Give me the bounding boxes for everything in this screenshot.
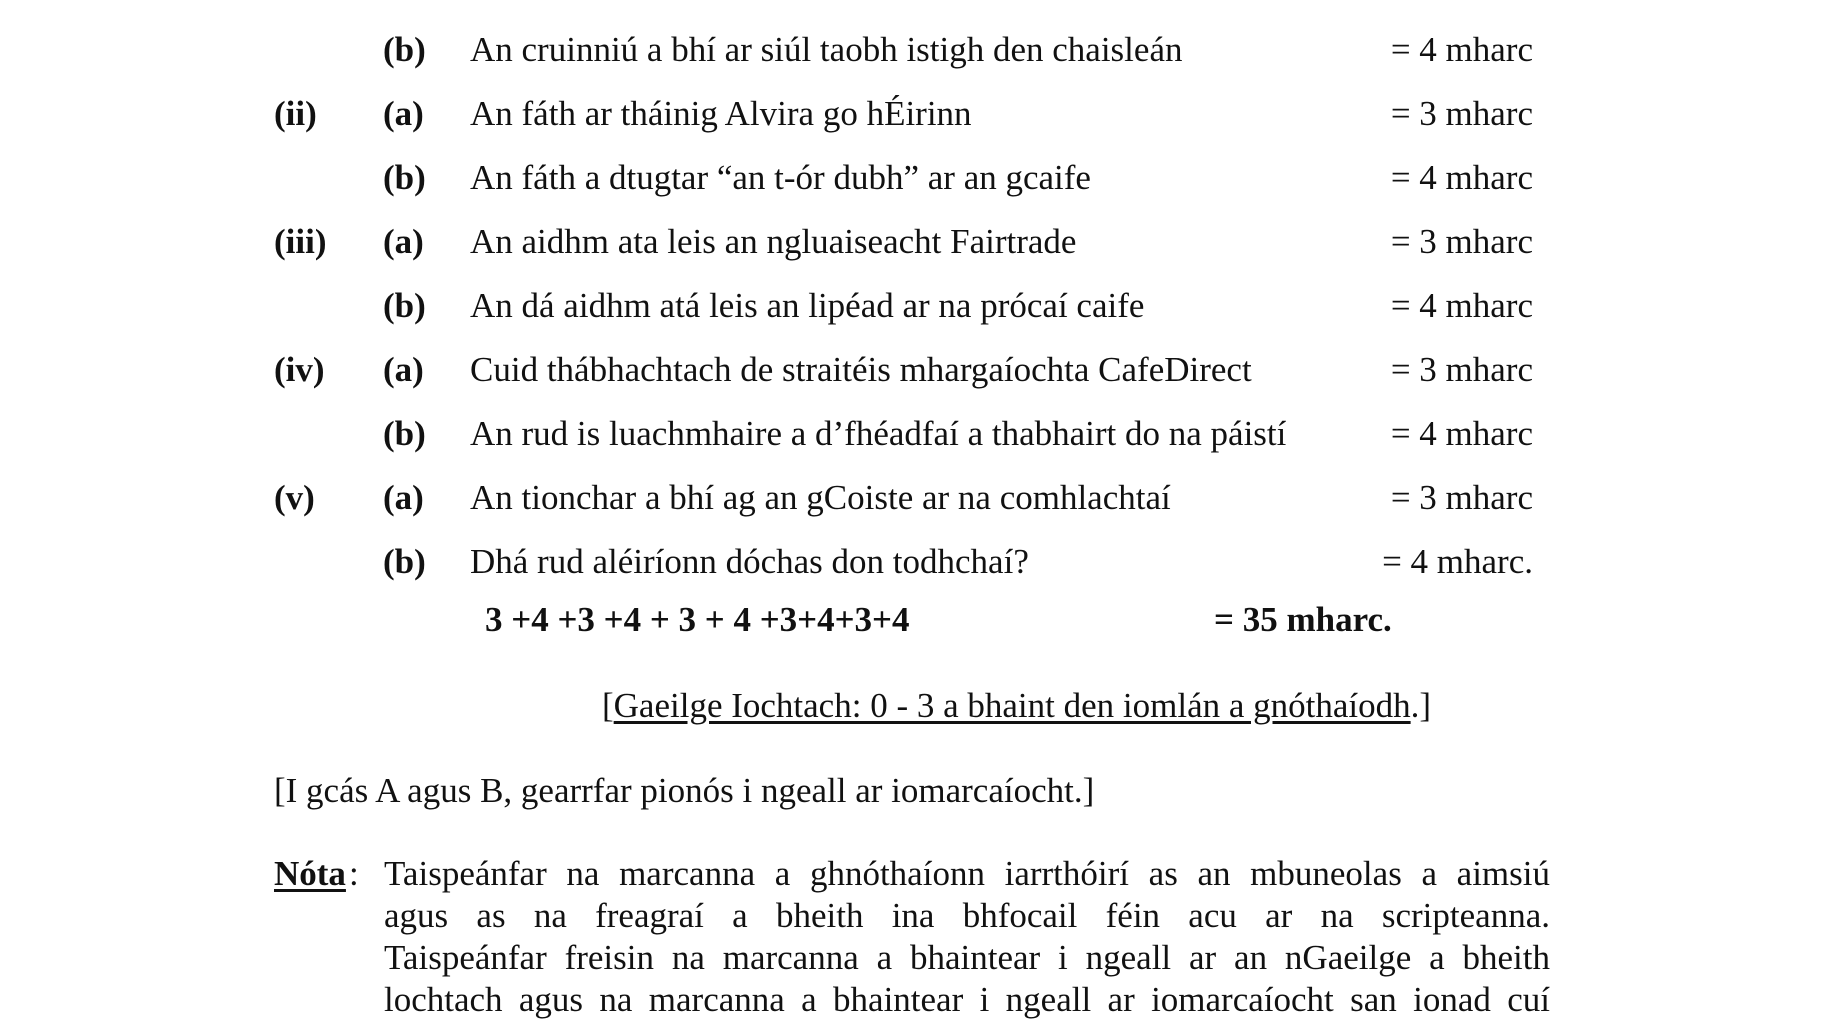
question-number: (iv) xyxy=(274,350,325,389)
marks-value: = 3 mharc xyxy=(1390,222,1533,261)
nota-label: Nóta xyxy=(274,854,346,893)
cutoff-previous-line xyxy=(0,0,1821,10)
marks-value: = 4 mharc xyxy=(1390,158,1533,197)
nota-line: lochtach agus na marcanna a bhaintear i ngeall ar iomarcaíocht san ionad cuí xyxy=(384,980,1550,1019)
question-description: An cruinniú a bhí ar siúl taobh istigh den chaisleán xyxy=(470,30,1183,69)
marks-value: = 4 mharc xyxy=(1390,286,1533,325)
question-part-letter: (a) xyxy=(383,94,424,133)
marks-value: = 4 mharc. xyxy=(1382,542,1533,581)
question-part-letter: (b) xyxy=(383,542,426,581)
marking-scheme-row xyxy=(0,348,1821,392)
marks-value: = 4 mharc xyxy=(1390,414,1533,453)
nota-body xyxy=(384,853,1550,1021)
marking-scheme-row xyxy=(0,540,1821,584)
question-number: (iii) xyxy=(274,222,327,261)
question-description: Cuid thábhachtach de straitéis mhargaíochta CafeDirect xyxy=(470,350,1252,389)
question-description: An dá aidhm atá leis an lipéad ar na prócaí caife xyxy=(470,286,1145,325)
question-part-letter: (b) xyxy=(383,158,426,197)
marks-value: = 4 mharc xyxy=(1390,30,1533,69)
question-description: An rud is luachmhaire a d’fhéadfaí a thabhairt do na páistí xyxy=(470,414,1287,453)
question-number: (ii) xyxy=(274,94,317,133)
question-part-letter: (b) xyxy=(383,286,426,325)
marks-value: = 3 mharc xyxy=(1390,350,1533,389)
marking-scheme-row xyxy=(0,412,1821,456)
marks-value: = 3 mharc xyxy=(1390,478,1533,517)
question-part-letter: (b) xyxy=(383,30,426,69)
question-description: Dhá rud aléiríonn dóchas don todhchaí? xyxy=(470,542,1029,581)
total-result: = 35 mharc. xyxy=(1214,600,1392,639)
marking-scheme-row xyxy=(0,156,1821,200)
question-description: An aidhm ata leis an ngluaiseacht Fairtrade xyxy=(470,222,1077,261)
question-number: (v) xyxy=(274,478,315,517)
question-part-letter: (a) xyxy=(383,222,424,261)
nota-colon: : xyxy=(349,854,359,893)
marking-scheme-row xyxy=(0,220,1821,264)
marking-scheme-row xyxy=(0,92,1821,136)
total-sum: 3 +4 +3 +4 + 3 + 4 +3+4+3+4 xyxy=(485,600,910,639)
redundancy-penalty-note: [I gcás A agus B, gearrfar pionós i ngeall ar iomarcaíocht.] xyxy=(274,771,1095,810)
penalty-open-bracket: [ xyxy=(602,686,614,725)
question-part-letter: (b) xyxy=(383,414,426,453)
marking-scheme-row xyxy=(0,476,1821,520)
nota-line: agus as na freagraí a bheith ina bhfocail féin acu ar na scripteanna. xyxy=(384,896,1550,935)
nota-line: Taispeánfar na marcanna a ghnóthaíonn iarrthóirí as an mbuneolas a aimsiú xyxy=(384,854,1550,893)
marks-value: = 3 mharc xyxy=(1390,94,1533,133)
question-description: An fáth ar tháinig Alvira go hÉirinn xyxy=(470,94,972,133)
marking-scheme-row xyxy=(0,28,1821,72)
penalty-underlined-text: Gaeilge Iochtach: 0 - 3 a bhaint den iomlán a gnóthaíodh xyxy=(613,686,1411,725)
question-part-letter: (a) xyxy=(383,350,424,389)
nota-line: Taispeánfar freisin na marcanna a bhaintear i ngeall ar an nGaeilge a bheith xyxy=(384,938,1550,977)
total-row xyxy=(0,598,1821,642)
question-description: An fáth a dtugtar “an t-ór dubh” ar an gcaife xyxy=(470,158,1091,197)
question-description: An tionchar a bhí ag an gCoiste ar na comhlachtaí xyxy=(470,478,1171,517)
marking-scheme-row xyxy=(0,284,1821,328)
question-part-letter: (a) xyxy=(383,478,424,517)
grammar-penalty-note xyxy=(602,684,1431,728)
penalty-close-bracket: .] xyxy=(1410,686,1432,725)
